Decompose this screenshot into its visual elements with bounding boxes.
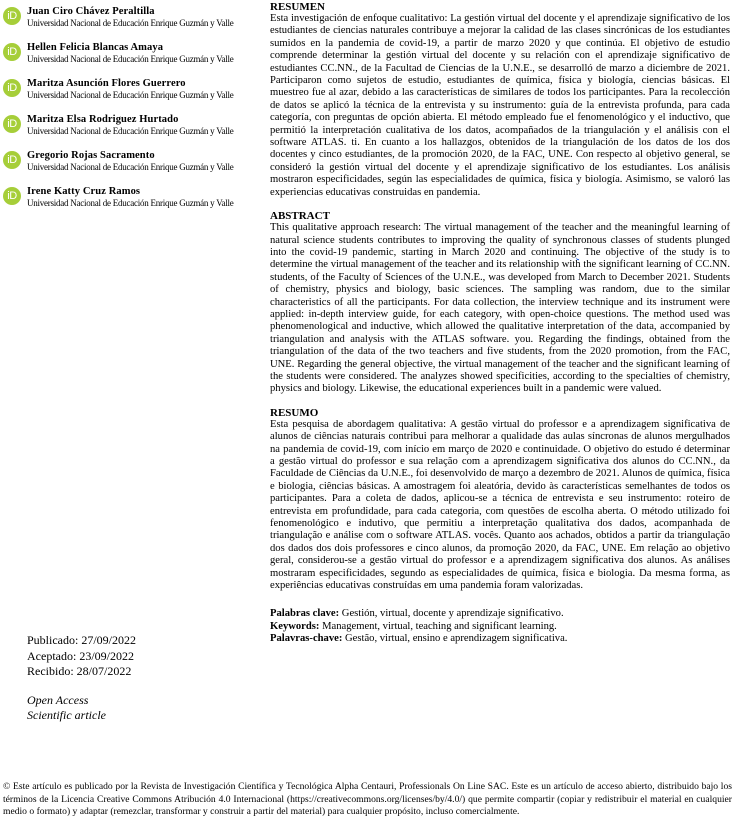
keywords-pt-label: Palavras-chave:: [270, 633, 343, 645]
author-affiliation: Universidad Nacional de Educación Enrique Guzmán y Valle: [27, 126, 234, 136]
author-name: Gregorio Rojas Sacramento: [27, 150, 155, 161]
abstract-section: [270, 210, 730, 396]
author-item: [3, 77, 258, 106]
orcid-icon[interactable]: iD: [3, 187, 21, 205]
author-info: [27, 149, 234, 173]
author-name: Maritza Elsa Rodriguez Hurtado: [27, 114, 179, 125]
open-access-label: Open Access: [27, 693, 89, 707]
abstract-title: ABSTRACT: [270, 210, 330, 223]
author-info: [27, 113, 234, 137]
resumen-section: [270, 1, 730, 199]
resumo-title: RESUMO: [270, 406, 319, 419]
author-item: [3, 41, 258, 70]
author-name: Juan Ciro Chávez Peraltilla: [27, 6, 155, 17]
keywords-pt-value: Gestão, virtual, ensino e aprendizagem significativa.: [342, 633, 568, 645]
orcid-icon[interactable]: iD: [3, 7, 21, 25]
author-item: [3, 5, 258, 34]
author-info: [27, 5, 234, 29]
author-info: [27, 185, 234, 209]
abstract-text-part2: The objective of the study is to determine the virtual management of the teacher and its relationship with the significant learning of CC.NN. students, of the Faculty of Sciences of the U.N.E., was developed from March to December 2021. Students of chemistry, physics and biology, basic sciences. The sampling was random, due to the similar characteristics of all the participants. For data collection, the interview technique and its instrument were applied: in-depth interview guide, for each category, with open-choice questions. The method used was phenomenological and inductive, which allowed the qualitative interpretation of the data, accompanied by triangulation and analysis with the ATLAS software. you. Regarding the findings, obtained from the triangulation of the data of the two teachers and five students, from the 2020 promotion, from the FAC, UNE. Regarding the general objective, the virtual management of the teacher and the significant learning of the students were considered. The analyzes showed specificities, according to the specialties of chemistry, physics and biology. Likewise, the educational experiences built in a pandemic were valued.: [270, 246, 730, 395]
author-affiliation: Universidad Nacional de Educación Enrique Guzmán y Valle: [27, 198, 234, 208]
keywords-en-value: Management, virtual, teaching and significant learning.: [319, 620, 557, 632]
orcid-icon[interactable]: iD: [3, 151, 21, 169]
orcid-icon[interactable]: iD: [3, 79, 21, 97]
author-name: Hellen Felicia Blancas Amaya: [27, 42, 164, 53]
abstract-text-part1: This qualitative approach research: The virtual management of the teacher and the meaningful learning of natural science students contributes to improving the quality of synchronous classes of students plunged into the covid-19 pandemic, starting in March 2020 and continuing: [270, 222, 730, 258]
author-list: [3, 5, 258, 221]
author-affiliation: Universidad Nacional de Educación Enrique Guzmán y Valle: [27, 90, 234, 100]
author-name: Maritza Asunción Flores Guerrero: [27, 78, 186, 89]
access-info: [27, 693, 106, 723]
author-affiliation: Universidad Nacional de Educación Enrique Guzmán y Valle: [27, 54, 234, 64]
article-dates: [27, 633, 136, 680]
author-affiliation: Universidad Nacional de Educación Enrique Guzmán y Valle: [27, 162, 234, 172]
abstract-body: [270, 222, 730, 396]
abstracts-column: [270, 1, 730, 646]
resumo-body: Esta pesquisa de abordagem qualitativa: A gestão virtual do professor e a aprendizagem significativa de alunos de ciências naturais contribui para melhorar a qualidade das aulas síncronas de alunos mergulhados na pandemia de covid-19, com início em março de 2020 e continuidade. O objetivo do estudo é determinar a gestão virtual do professor e sua relação com a aprendizagem significativa dos alunos do CC.NN., da Faculdade de Ciências da U.N.E., foi desenvolvido de março a dezembro de 2021. Alunos de química, física e biologia, ciências básicas. A amostragem foi aleatória, devido às características semelhantes de todos os participantes. Para a coleta de dados, aplicou-se a técnica de entrevista e seu instrumento: roteiro de entrevista em profundidade, para cada categoria, com questões de escolha aberta. O método utilizado foi fenomenológico e indutivo, que permitiu a interpretação qualitativa dos dados, acompanhada de triangulação e análise com o software ATLAS. vocês. Quanto aos achados, obtidos a partir da triangulação dos dados dos dois professores e cinco alunos, da promoção 2020, da FAC, UNE. Em relação ao objetivo geral, considerou-se a gestão virtual do professor e a aprendizagem significativa dos alunos. As análises mostraram especificidades, segundo as especialidades de química, física e biologia. Da mesma forma, as experiências educativas construídas em uma pandemia foram valorizadas.: [270, 418, 730, 592]
author-item: [3, 149, 258, 178]
accepted-date: Aceptado: 23/09/2022: [27, 648, 134, 663]
resumen-title: RESUMEN: [270, 1, 326, 13]
author-name: Irene Katty Cruz Ramos: [27, 186, 141, 197]
spellcheck-flag[interactable]: .: [576, 246, 580, 258]
keywords-es-value: Gestión, virtual, docente y aprendizaje significativo.: [339, 608, 564, 620]
keywords-en-label: Keywords:: [270, 620, 320, 632]
keywords-es: [270, 608, 730, 620]
orcid-icon[interactable]: iD: [3, 115, 21, 133]
license-notice: © Este artículo es publicado por la Revista de Investigación Científica y Tecnológica Alpha Centauri, Professionals On Line SAC. Este es un artículo de acceso abierto, distribuido bajo los términos de la Licencia Creative Commons Atribución 4.0 Internacional (https://creativecommons.org/licenses/by/4.0/) que permite compartir (copiar y redistribuir el material en cualquier medio o formato) y adaptar (remezclar, transformar y construir a partir del material) para cualquier propósito, incluso comercialmente.: [3, 781, 732, 817]
orcid-icon[interactable]: iD: [3, 43, 21, 61]
author-affiliation: Universidad Nacional de Educación Enrique Guzmán y Valle: [27, 18, 234, 28]
article-type-label: Scientific article: [27, 708, 106, 722]
resumen-body: Esta investigación de enfoque cualitativo: La gestión virtual del docente y el aprendizaje significativo de los estudiantes de ciencias naturales contribuye a mejorar la calidad de las clases sincrónicas de los estudiantes sumidos en la pandemia de covid-19, a partir de marzo 2020 y que continúa. El objetivo de estudio comprende determinar la gestión virtual del docente y su relación con el aprendizaje significativo de estudiantes CC.NN., de la Facultad de Ciencias de la U.N.E., se desarrolló de marzo a diciembre de 2021. Participaron como sujetos de estudio, estudiantes de química, física y biología, ciencias básicas. El muestreo fue al azar, debido a las características de similares de todos los participantes. Para la recolección de datos se aplicó la técnica de la entrevista y su instrumento: guía de la entrevista profunda, para cada categoría, con preguntas de opción abierta. El método empleado fue el fenomenológico y el inductivo, que permitió la interpretación cualitativa de los datos, acompañados de la triangulación y el análisis con el software ATLAS. ti. En cuanto a los hallazgos, obtenidos de la triangulación de los datos de los dos docentes y cinco estudiantes, de la promoción 2020, de la FAC, UNE. Con respecto al objetivo general, se consideró la gestión virtual del docente y el aprendizaje significativo de los estudiantes. Los análisis mostraron especificidades, según las especialidades de química, física y biología. Asimismo, se valoró las experiencias educativas construidas en pandemia.: [270, 13, 730, 198]
author-item: [3, 185, 258, 214]
author-info: [27, 77, 234, 101]
keywords-es-label: Palabras clave:: [270, 608, 340, 620]
published-date: Publicado: 27/09/2022: [27, 633, 136, 647]
received-date: Recibido: 28/07/2022: [27, 664, 132, 678]
keywords-pt: [270, 633, 730, 645]
author-info: [27, 41, 234, 65]
keywords-en: [270, 621, 730, 633]
author-item: [3, 113, 258, 142]
resumo-section: [270, 407, 730, 593]
keywords-block: [270, 608, 730, 645]
